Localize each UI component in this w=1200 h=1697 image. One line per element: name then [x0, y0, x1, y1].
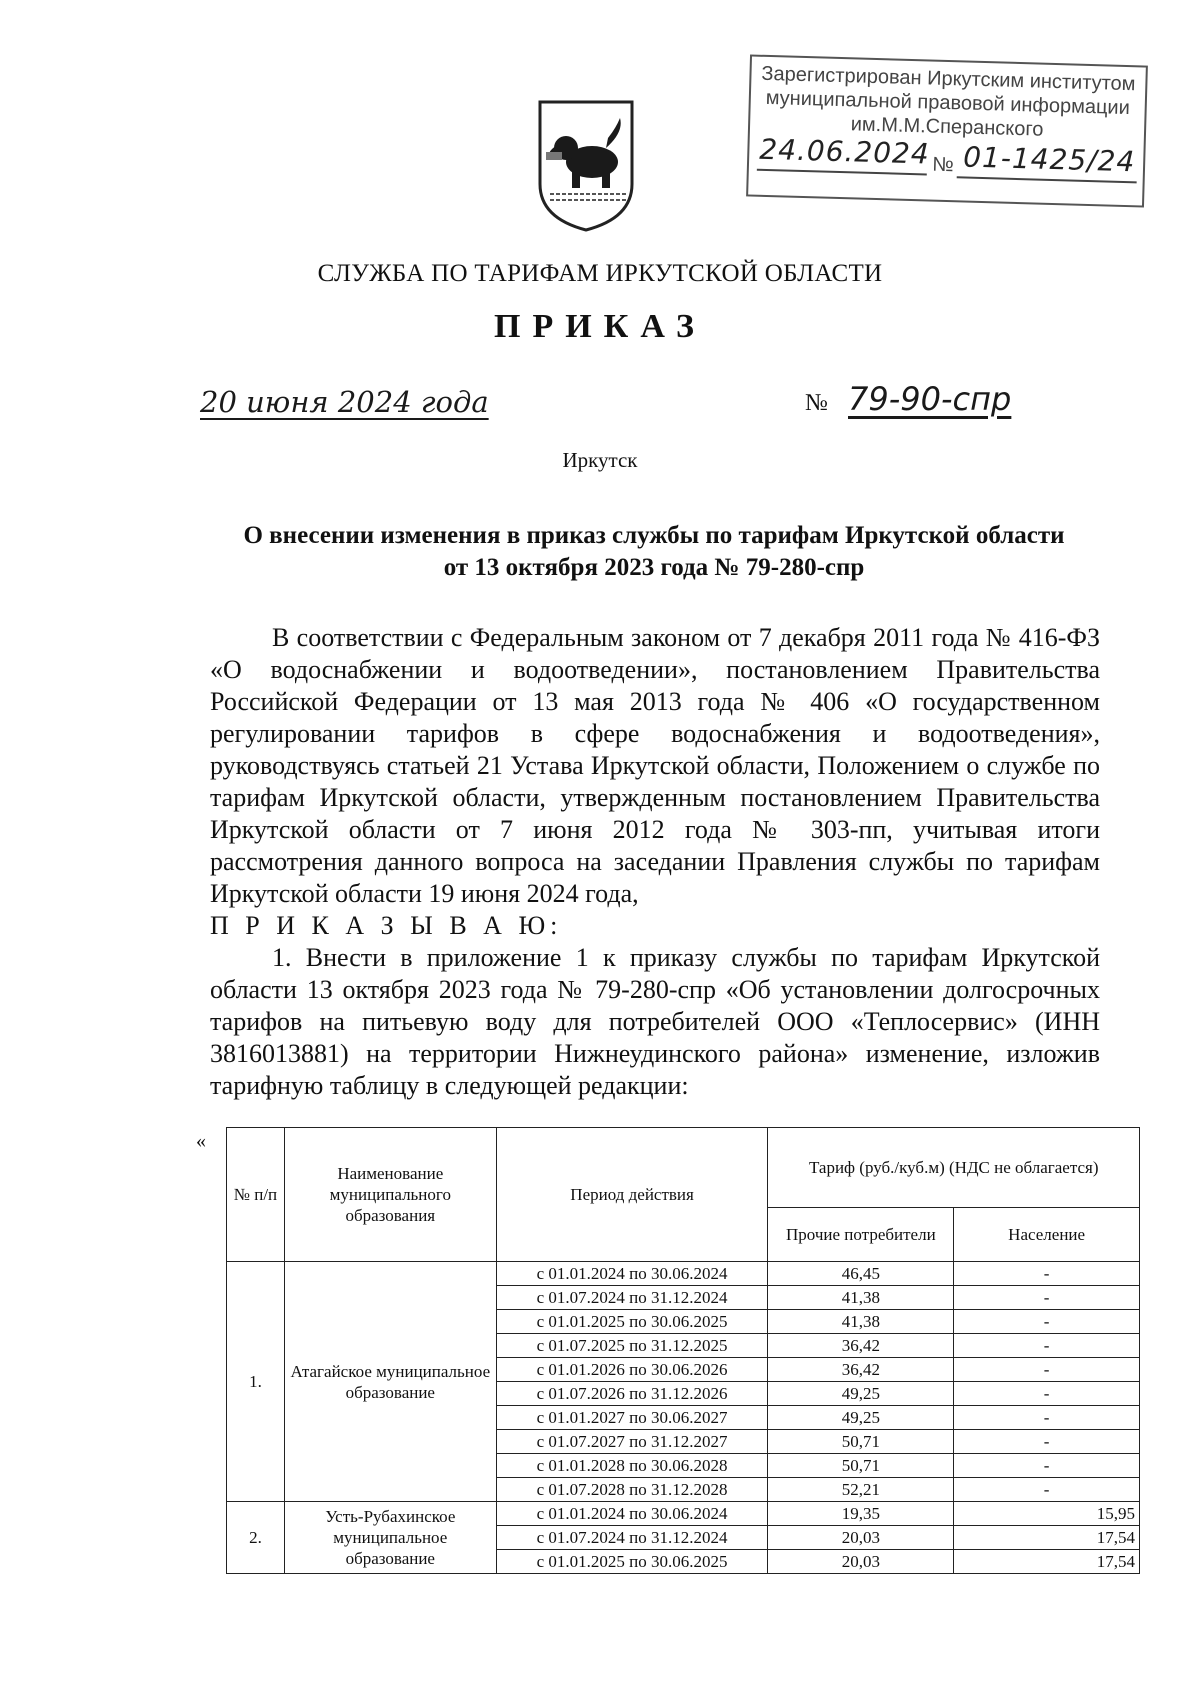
cell-other-consumers: 50,71 — [768, 1430, 954, 1454]
cell-other-consumers: 50,71 — [768, 1454, 954, 1478]
stamp-number-label: № — [932, 153, 955, 177]
cell-population: 17,54 — [954, 1526, 1140, 1550]
cell-other-consumers: 49,25 — [768, 1406, 954, 1430]
tariff-table-body — [227, 1262, 1140, 1574]
registration-stamp — [746, 54, 1148, 207]
stamp-line-1: Зарегистрирован Иркутским институтом — [761, 62, 1136, 96]
cell-period: с 01.07.2024 по 31.12.2024 — [496, 1526, 768, 1550]
cell-period: с 01.01.2026 по 30.06.2026 — [496, 1358, 768, 1382]
table-row — [227, 1502, 1140, 1526]
cell-period: с 01.01.2024 по 30.06.2024 — [496, 1262, 768, 1286]
header-population: Население — [954, 1208, 1140, 1262]
cell-period: с 01.07.2025 по 31.12.2025 — [496, 1334, 768, 1358]
cell-population: 17,54 — [954, 1550, 1140, 1574]
header-period: Период действия — [496, 1128, 768, 1262]
cell-population: - — [954, 1454, 1140, 1478]
stamp-line-2: муниципальной правовой информации — [765, 86, 1131, 120]
cell-population: - — [954, 1406, 1140, 1430]
cell-other-consumers: 49,25 — [768, 1382, 954, 1406]
cell-period: с 01.07.2026 по 31.12.2026 — [496, 1382, 768, 1406]
cell-period: с 01.01.2027 по 30.06.2027 — [496, 1406, 768, 1430]
header-name: Наименование муниципального образования — [284, 1128, 496, 1262]
cell-other-consumers: 36,42 — [768, 1358, 954, 1382]
header-tariff: Тариф (руб./куб.м) (НДС не облагается) — [768, 1128, 1140, 1208]
title-line-2: от 13 октября 2023 года № 79-280-спр — [443, 554, 865, 581]
tariff-table — [226, 1127, 1140, 1574]
cell-population: - — [954, 1310, 1140, 1334]
order-word: П Р И К А З Ы В А Ю: — [210, 911, 563, 940]
cell-other-consumers: 19,35 — [768, 1502, 954, 1526]
agency-name: СЛУЖБА ПО ТАРИФАМ ИРКУТСКОЙ ОБЛАСТИ — [317, 260, 883, 287]
cell-population: - — [954, 1382, 1140, 1406]
cell-population: - — [954, 1334, 1140, 1358]
cell-population: - — [954, 1478, 1140, 1502]
cell-other-consumers: 52,21 — [768, 1478, 954, 1502]
table-row — [227, 1262, 1140, 1286]
cell-population: 15,95 — [954, 1502, 1140, 1526]
order-date: 20 июня 2024 года — [200, 385, 489, 419]
quote-open-mark: « — [196, 1130, 206, 1152]
cell-other-consumers: 20,03 — [768, 1526, 954, 1550]
document-body — [210, 622, 1100, 1102]
stamp-reg-date: 24.06.2024 — [758, 132, 931, 171]
preamble-paragraph: В соответствии с Федеральным законом от 7 декабря 2011 года № 416-ФЗ «О водоснабжении и водоотведении», постановлением Правительства Российской Федерации от 13 мая 2013 года № 406 «О государственном регулировании тарифов в сфере водоснабжения и водоотведения», руководствуясь статьей 21 Устава Иркутской области, Положением о службе по тарифам Иркутской области, утвержденным постановлением Правительства Иркутской области от 7 июня 2012 года № 303-пп, учитывая итоги рассмотрения данного вопроса на заседании Правления службы по тарифам Иркутской области 19 июня 2024 года, — [210, 623, 1100, 908]
item-1-paragraph: 1. Внести в приложение 1 к приказу службы по тарифам Иркутской области 13 октября 2023 года № 79-280-спр «Об установлении долгосрочных тарифов на питьевую воду для потребителей ООО «Теплосервис» (ИНН 3816013881) на территории Нижнеудинского района» изменение, изложив тарифную таблицу в следующей редакции: — [210, 943, 1100, 1100]
cell-group-number: 1. — [227, 1262, 285, 1502]
cell-population: - — [954, 1286, 1140, 1310]
order-number: 79-90-спр — [848, 380, 1012, 418]
cell-other-consumers: 20,03 — [768, 1550, 954, 1574]
cell-population: - — [954, 1430, 1140, 1454]
header-num: № п/п — [227, 1128, 285, 1262]
cell-period: с 01.07.2027 по 31.12.2027 — [496, 1430, 768, 1454]
cell-period: с 01.01.2025 по 30.06.2025 — [496, 1310, 768, 1334]
order-number-label: № — [805, 390, 828, 416]
stamp-reg-number: 01-1425/24 — [962, 140, 1136, 179]
cell-period: с 01.01.2028 по 30.06.2028 — [496, 1454, 768, 1478]
document-title — [200, 520, 1108, 584]
city: Иркутск — [562, 448, 638, 472]
header-other-consumers: Прочие потребители — [768, 1208, 954, 1262]
cell-period: с 01.01.2025 по 30.06.2025 — [496, 1550, 768, 1574]
cell-population: - — [954, 1358, 1140, 1382]
cell-period: с 01.01.2024 по 30.06.2024 — [496, 1502, 768, 1526]
cell-group-number: 2. — [227, 1502, 285, 1574]
cell-population: - — [954, 1262, 1140, 1286]
title-line-1: О внесении изменения в приказ службы по тарифам Иркутской области — [243, 522, 1065, 549]
stamp-line-3: им.М.М.Сперанского — [850, 113, 1044, 141]
cell-other-consumers: 41,38 — [768, 1286, 954, 1310]
coat-of-arms-emblem — [536, 98, 636, 234]
cell-municipality-name: Усть-Рубахинское муниципальное образование — [284, 1502, 496, 1574]
document-type: ПРИКАЗ — [494, 308, 706, 345]
cell-period: с 01.07.2024 по 31.12.2024 — [496, 1286, 768, 1310]
cell-other-consumers: 36,42 — [768, 1334, 954, 1358]
cell-municipality-name: Атагайское муниципальное образование — [284, 1262, 496, 1502]
cell-other-consumers: 46,45 — [768, 1262, 954, 1286]
cell-period: с 01.07.2028 по 31.12.2028 — [496, 1478, 768, 1502]
cell-other-consumers: 41,38 — [768, 1310, 954, 1334]
